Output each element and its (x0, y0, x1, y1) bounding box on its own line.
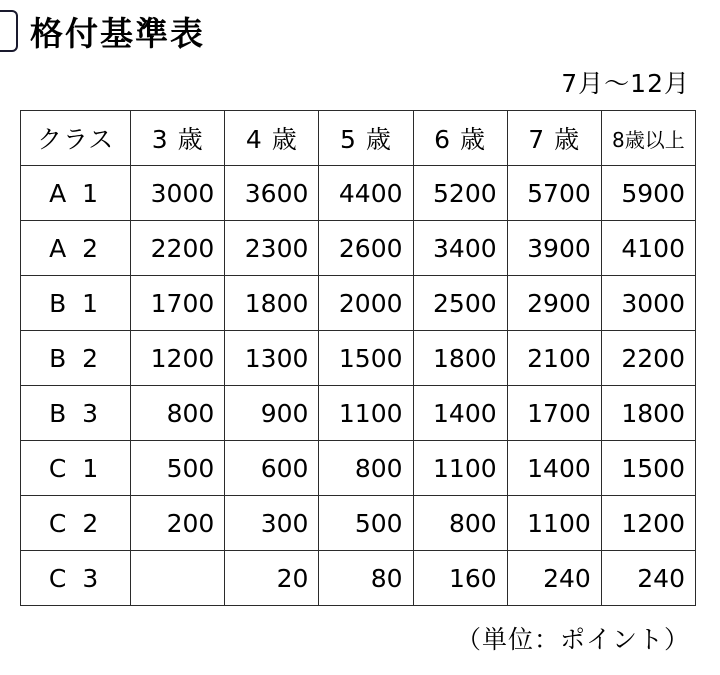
table-row (21, 331, 696, 386)
cell-value: 1400 (507, 441, 601, 496)
cell-value: 1800 (413, 331, 507, 386)
cell-value: 2600 (319, 221, 413, 276)
cell-value: 2500 (413, 276, 507, 331)
cell-value: 500 (131, 441, 225, 496)
column-header-age5: 5 歳 (319, 111, 413, 166)
cell-value: 5200 (413, 166, 507, 221)
grade-table (20, 110, 696, 606)
cell-value: 20 (225, 551, 319, 606)
title-marker-icon (0, 10, 18, 52)
row-label: B 1 (21, 276, 131, 331)
column-header-age4: 4 歳 (225, 111, 319, 166)
cell-value: 1400 (413, 386, 507, 441)
cell-value: 3600 (225, 166, 319, 221)
cell-value: 2900 (507, 276, 601, 331)
cell-value: 1200 (601, 496, 695, 551)
cell-value: 80 (319, 551, 413, 606)
cell-value: 4100 (601, 221, 695, 276)
cell-value: 1500 (319, 331, 413, 386)
column-header-age3: 3 歳 (131, 111, 225, 166)
table-row (21, 551, 696, 606)
period-caption: 7月〜12月 (561, 69, 690, 98)
grade-table-container (20, 110, 696, 606)
cell-value: 3000 (601, 276, 695, 331)
row-label: B 2 (21, 331, 131, 386)
column-header-age7: 7 歳 (507, 111, 601, 166)
cell-value: 3900 (507, 221, 601, 276)
row-label: A 1 (21, 166, 131, 221)
cell-value: 1100 (319, 386, 413, 441)
cell-value: 900 (225, 386, 319, 441)
cell-value: 5900 (601, 166, 695, 221)
cell-value: 800 (131, 386, 225, 441)
cell-value: 3000 (131, 166, 225, 221)
table-row (21, 221, 696, 276)
cell-value: 5700 (507, 166, 601, 221)
cell-value: 2300 (225, 221, 319, 276)
row-label: C 3 (21, 551, 131, 606)
cell-value: 2200 (131, 221, 225, 276)
title-row (0, 6, 205, 56)
cell-value: 1200 (131, 331, 225, 386)
cell-value: 1700 (507, 386, 601, 441)
table-row (21, 496, 696, 551)
table-row (21, 276, 696, 331)
cell-value: 800 (319, 441, 413, 496)
cell-value: 2200 (601, 331, 695, 386)
cell-value: 240 (601, 551, 695, 606)
column-header-class: クラス (21, 111, 131, 166)
cell-value: 200 (131, 496, 225, 551)
cell-value: 2000 (319, 276, 413, 331)
table-header-row (21, 111, 696, 166)
cell-value: 1500 (601, 441, 695, 496)
table-row (21, 441, 696, 496)
cell-value: 3400 (413, 221, 507, 276)
row-label: B 3 (21, 386, 131, 441)
row-label: C 2 (21, 496, 131, 551)
cell-value: 160 (413, 551, 507, 606)
page-title: 格付基準表 (30, 13, 205, 53)
cell-value: 600 (225, 441, 319, 496)
cell-value: 4400 (319, 166, 413, 221)
row-label: A 2 (21, 221, 131, 276)
cell-value: 800 (413, 496, 507, 551)
cell-value: 300 (225, 496, 319, 551)
row-label: C 1 (21, 441, 131, 496)
cell-value: 1800 (601, 386, 695, 441)
cell-value: 1700 (131, 276, 225, 331)
unit-note: （単位：ポイント） (455, 625, 690, 654)
column-header-age6: 6 歳 (413, 111, 507, 166)
table-row (21, 166, 696, 221)
cell-value: 2100 (507, 331, 601, 386)
cell-value: 1300 (225, 331, 319, 386)
cell-value: 1800 (225, 276, 319, 331)
cell-value (131, 551, 225, 606)
column-header-age8plus: 8歳以上 (601, 111, 695, 166)
cell-value: 240 (507, 551, 601, 606)
cell-value: 1100 (507, 496, 601, 551)
cell-value: 500 (319, 496, 413, 551)
cell-value: 1100 (413, 441, 507, 496)
table-row (21, 386, 696, 441)
